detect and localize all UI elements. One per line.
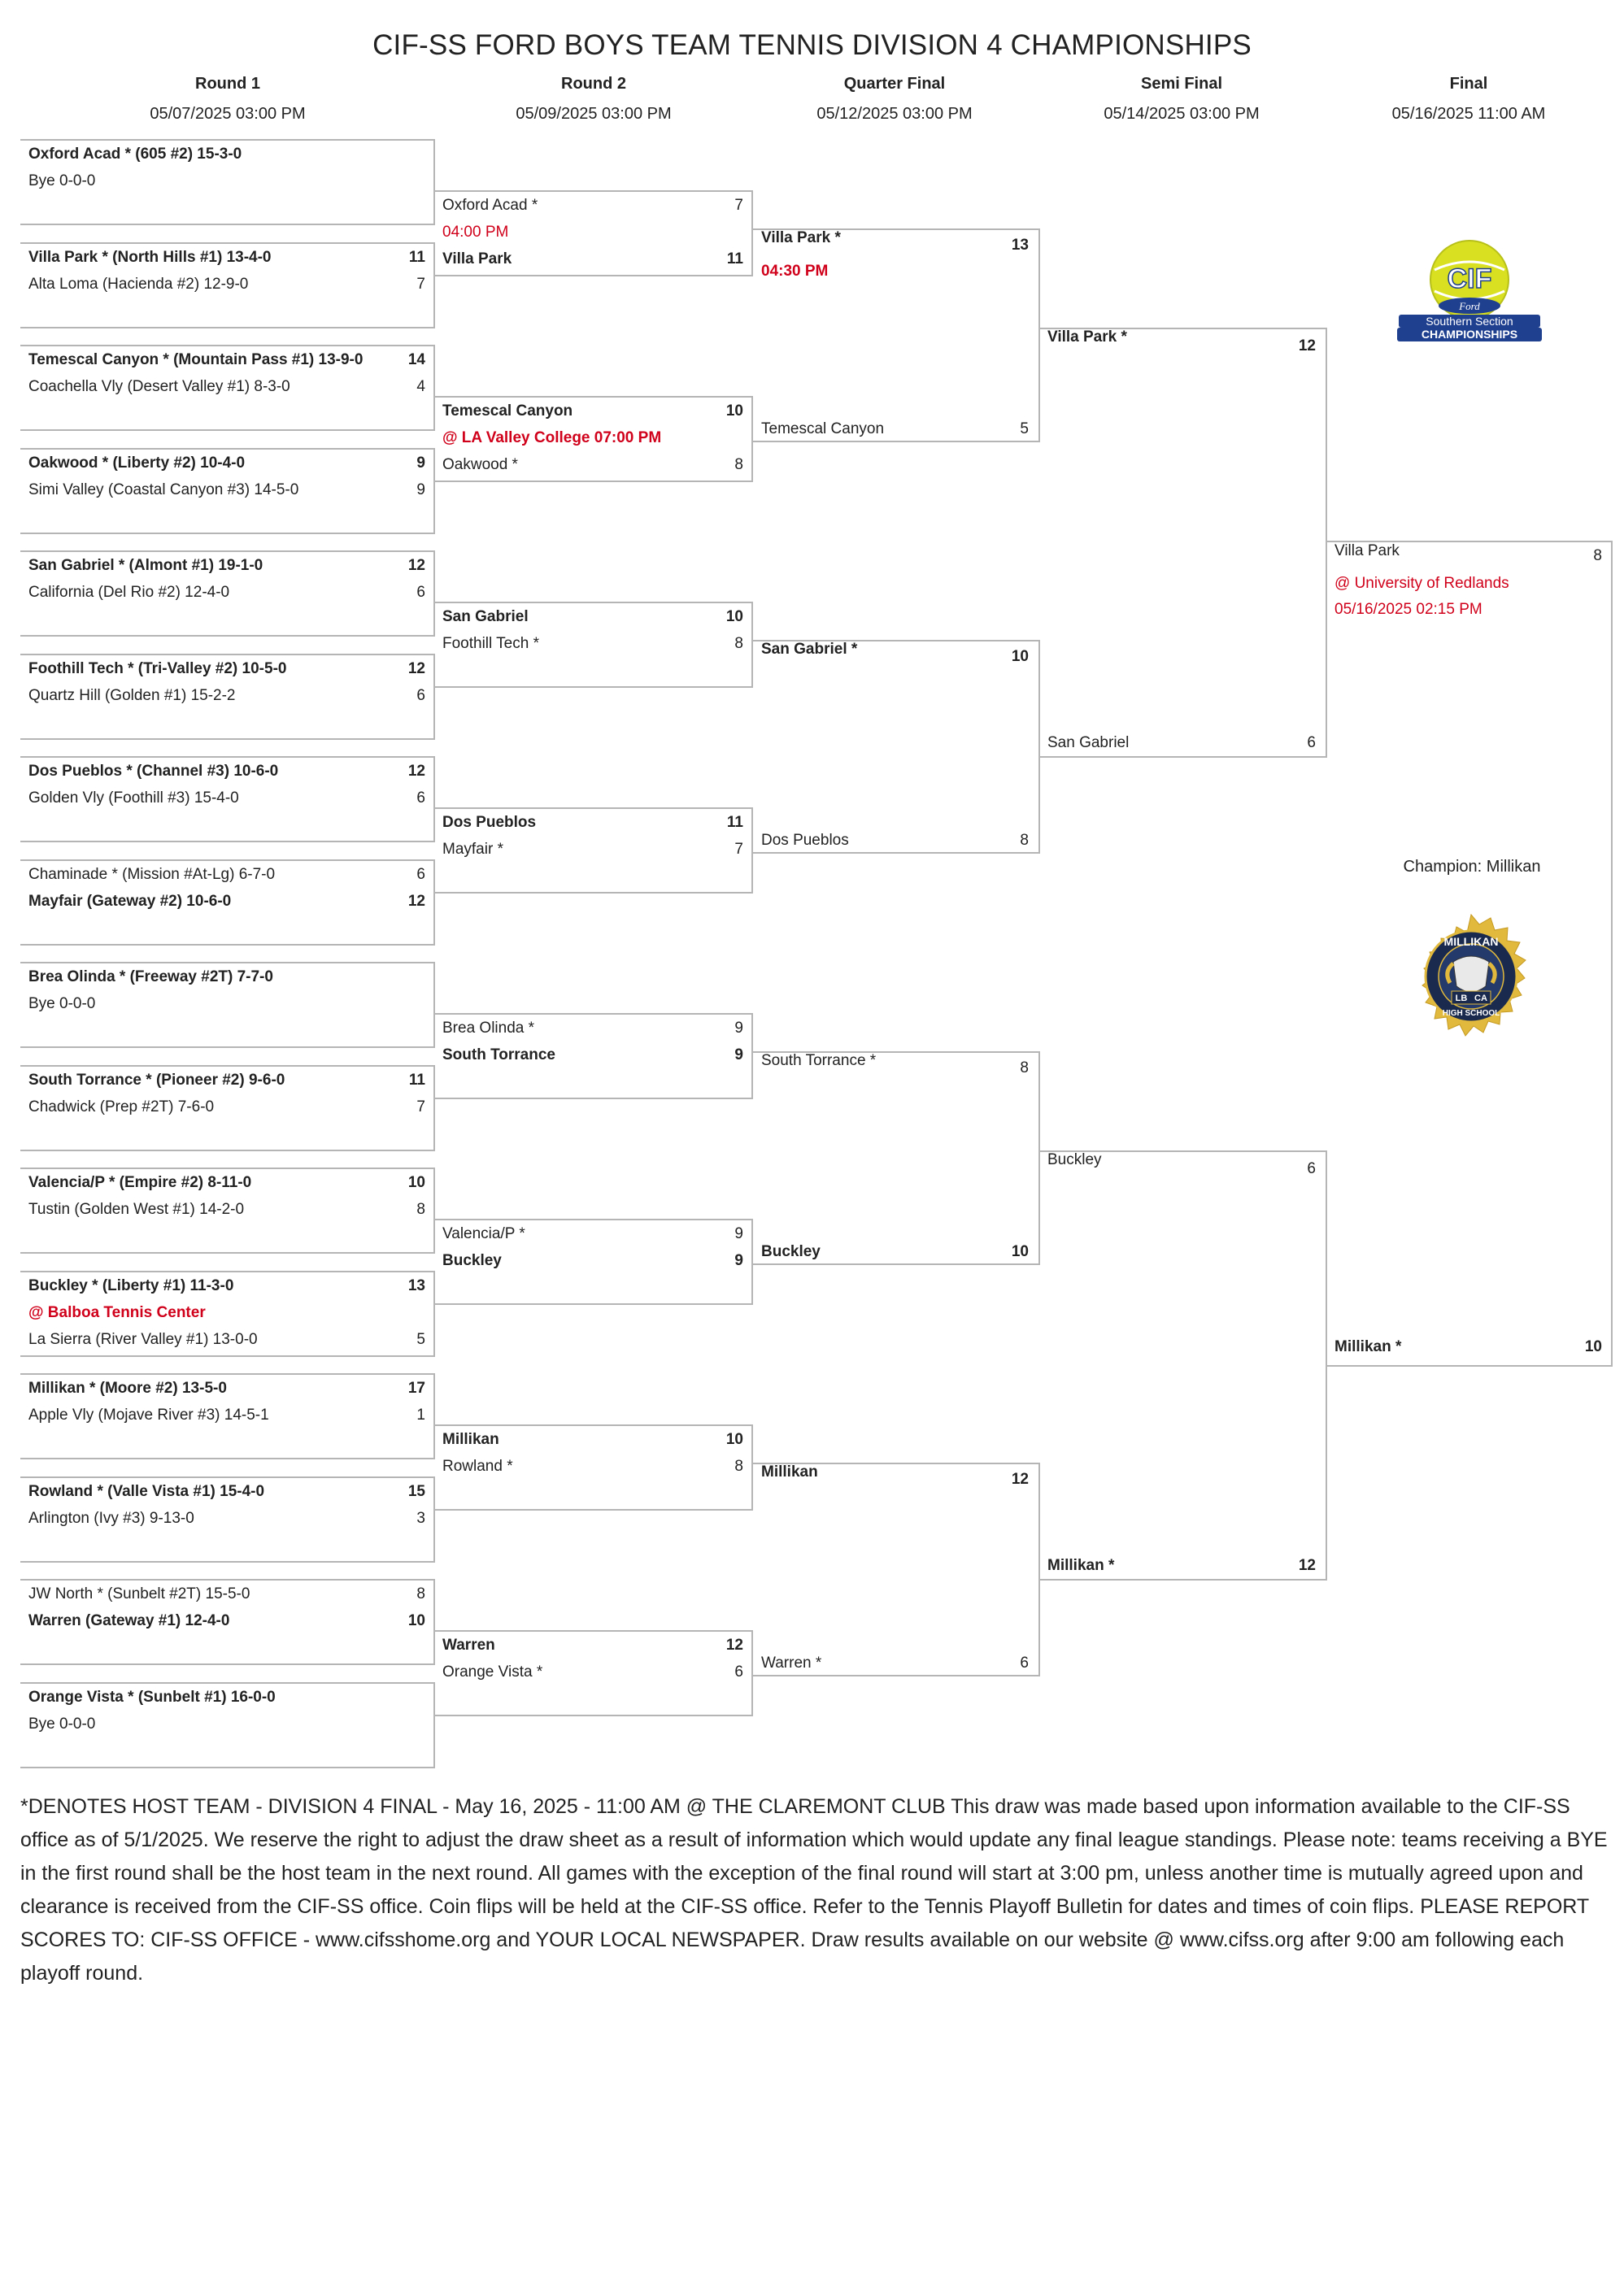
team-score: 4 bbox=[416, 378, 425, 395]
team-name: Dos Pueblos * (Channel #3) 10-6-0 bbox=[28, 763, 279, 780]
team-score: 12 bbox=[407, 763, 425, 780]
team-name: Orange Vista * bbox=[442, 1663, 543, 1681]
team-name: Quartz Hill (Golden #1) 15-2-2 bbox=[28, 687, 236, 704]
team-score: 9 bbox=[734, 1020, 743, 1037]
millikan-logo bbox=[1403, 913, 1539, 1050]
team-score: 6 bbox=[416, 584, 425, 601]
round-name: Round 1 bbox=[195, 75, 260, 93]
team-score: 11 bbox=[726, 250, 743, 267]
team-name: Orange Vista * (Sunbelt #1) 16-0-0 bbox=[28, 1689, 276, 1706]
millikan-logo-hs: HIGH SCHOOL bbox=[1442, 1009, 1500, 1018]
round-name: Quarter Final bbox=[843, 75, 946, 93]
team-score: 11 bbox=[408, 1072, 425, 1089]
team-name: Valencia/P * bbox=[442, 1225, 525, 1242]
team-name: Buckley * (Liberty #1) 11-3-0 bbox=[28, 1277, 234, 1294]
team-name: Warren (Gateway #1) 12-4-0 bbox=[28, 1612, 230, 1629]
team-score: 9 bbox=[734, 1252, 743, 1269]
team-name: Simi Valley (Coastal Canyon #3) 14-5-0 bbox=[28, 481, 299, 498]
team-score: 3 bbox=[416, 1510, 425, 1527]
team-name: Temescal Canyon * (Mountain Pass #1) 13-9-0 bbox=[28, 351, 364, 368]
team-score: 9 bbox=[734, 1225, 743, 1242]
team-name: South Torrance * bbox=[761, 1052, 877, 1069]
team-score: 10 bbox=[725, 608, 743, 625]
team-score: 7 bbox=[416, 1098, 425, 1115]
team-score: 10 bbox=[1011, 1243, 1029, 1260]
matchup-box bbox=[751, 1463, 1040, 1676]
team-score: 11 bbox=[726, 814, 743, 831]
team-score: 8 bbox=[734, 1458, 743, 1475]
team-name: Mayfair * bbox=[442, 841, 503, 858]
match-note: @ LA Valley College 07:00 PM bbox=[442, 429, 662, 446]
team-score: 8 bbox=[1020, 1059, 1029, 1076]
team-name: Warren bbox=[442, 1637, 495, 1654]
team-name: Temescal Canyon bbox=[761, 420, 885, 437]
team-score: 8 bbox=[734, 456, 743, 473]
team-name: Villa Park bbox=[442, 250, 512, 267]
team-name: Oxford Acad * (605 #2) 15-3-0 bbox=[28, 146, 242, 163]
team-score: 8 bbox=[416, 1585, 425, 1602]
team-name: Oakwood * bbox=[442, 456, 518, 473]
matchup-box bbox=[751, 1051, 1040, 1265]
team-name: Bye 0-0-0 bbox=[28, 172, 96, 189]
ford-logo-line3: CHAMPIONSHIPS bbox=[1421, 328, 1518, 341]
team-score: 10 bbox=[1584, 1338, 1602, 1355]
matchup-box bbox=[751, 640, 1040, 854]
team-name: Warren * bbox=[761, 1655, 822, 1672]
millikan-logo-name: MILLIKAN bbox=[1443, 935, 1499, 948]
team-score: 12 bbox=[407, 893, 425, 910]
match-note: 05/16/2025 02:15 PM bbox=[1334, 601, 1482, 618]
team-name: Temescal Canyon bbox=[442, 402, 573, 420]
team-name: Buckley bbox=[761, 1243, 821, 1260]
team-score: 12 bbox=[1298, 337, 1316, 354]
team-score: 8 bbox=[416, 1201, 425, 1218]
team-name: Apple Vly (Mojave River #3) 14-5-1 bbox=[28, 1407, 269, 1424]
team-score: 11 bbox=[408, 249, 425, 266]
team-score: 12 bbox=[1298, 1557, 1316, 1574]
team-score: 7 bbox=[734, 841, 743, 858]
team-name: Oakwood * (Liberty #2) 10-4-0 bbox=[28, 454, 246, 472]
svg-text:CIF: CIF bbox=[1447, 263, 1492, 294]
team-name: Millikan * bbox=[1334, 1338, 1402, 1355]
team-score: 7 bbox=[416, 276, 425, 293]
round-header bbox=[98, 75, 358, 124]
team-score: 10 bbox=[407, 1174, 425, 1191]
team-score: 6 bbox=[734, 1663, 743, 1681]
champion-label: Champion: Millikan bbox=[1403, 858, 1541, 876]
team-name: JW North * (Sunbelt #2T) 15-5-0 bbox=[28, 1585, 250, 1602]
round-date: 05/16/2025 11:00 AM bbox=[1391, 105, 1546, 123]
team-name: Foothill Tech * (Tri-Valley #2) 10-5-0 bbox=[28, 660, 287, 677]
team-name: Alta Loma (Hacienda #2) 12-9-0 bbox=[28, 276, 249, 293]
match-note: @ Balboa Tennis Center bbox=[28, 1304, 206, 1321]
ford-championships-logo bbox=[1392, 237, 1547, 343]
team-name: Millikan * (Moore #2) 13-5-0 bbox=[28, 1380, 227, 1397]
matchup-box bbox=[1038, 1150, 1327, 1581]
team-name: South Torrance bbox=[442, 1046, 555, 1063]
team-name: Arlington (Ivy #3) 9-13-0 bbox=[28, 1510, 194, 1527]
ford-word: Ford bbox=[1459, 300, 1480, 312]
team-score: 10 bbox=[1011, 648, 1029, 665]
team-name: Rowland * (Valle Vista #1) 15-4-0 bbox=[28, 1483, 265, 1500]
team-name: Golden Vly (Foothill #3) 15-4-0 bbox=[28, 789, 239, 807]
match-note: 04:00 PM bbox=[442, 224, 509, 241]
team-name: Rowland * bbox=[442, 1458, 513, 1475]
round-header bbox=[464, 75, 724, 124]
team-name: Bye 0-0-0 bbox=[28, 1715, 96, 1733]
team-name: San Gabriel bbox=[442, 608, 529, 625]
team-name: Coachella Vly (Desert Valley #1) 8-3-0 bbox=[28, 378, 290, 395]
team-name: Buckley bbox=[1047, 1151, 1102, 1168]
footer-notes: *DENOTES HOST TEAM - DIVISION 4 FINAL - May 16, 2025 - 11:00 AM @ THE CLAREMONT CLUB This draw was made based upon information available to the CIF-SS office as of 5/1/2025. We reserve the right to adjust the draw sheet as a result of information which would update any final league standings. Please note: teams receiving a BYE in the first round shall be the host team in the next round. All games with the exception of the final round will start at 3:00 pm, unless another time is mutually agreed upon and clearance is received from the CIF-SS office. Coin flips will be held at the CIF-SS office. Refer to the Tennis Playoff Bulletin for dates and times of coin flips. PLEASE REPORT SCORES TO: CIF-SS OFFICE - www.cifsshome.org and YOUR LOCAL NEWSPAPER. Draw results available on our website @ www.cifss.org after 9:00 am following each playoff round. bbox=[20, 1795, 1608, 1985]
team-score: 9 bbox=[734, 1046, 743, 1063]
match-note: 04:30 PM bbox=[761, 263, 829, 280]
team-score: 13 bbox=[1011, 237, 1029, 254]
team-name: Millikan * bbox=[1047, 1557, 1115, 1574]
team-name: Buckley bbox=[442, 1252, 502, 1269]
team-score: 8 bbox=[734, 635, 743, 652]
millikan-logo-ca: CA bbox=[1474, 994, 1487, 1003]
round-name: Round 2 bbox=[561, 75, 626, 93]
team-score: 7 bbox=[734, 197, 743, 214]
team-name: San Gabriel bbox=[1047, 734, 1130, 751]
team-name: Brea Olinda * (Freeway #2T) 7-7-0 bbox=[28, 968, 273, 985]
team-name: Bye 0-0-0 bbox=[28, 995, 96, 1012]
team-score: 12 bbox=[407, 557, 425, 574]
team-score: 6 bbox=[416, 687, 425, 704]
round-name: Semi Final bbox=[1140, 75, 1223, 93]
team-score: 1 bbox=[416, 1407, 425, 1424]
team-score: 5 bbox=[416, 1331, 425, 1348]
team-name: Tustin (Golden West #1) 14-2-0 bbox=[28, 1201, 245, 1218]
team-score: 6 bbox=[1307, 1160, 1316, 1177]
team-score: 9 bbox=[416, 481, 425, 498]
round-date: 05/12/2025 03:00 PM bbox=[816, 105, 973, 123]
team-score: 12 bbox=[725, 1637, 743, 1654]
team-score: 10 bbox=[725, 1431, 743, 1448]
matchup-box bbox=[751, 228, 1040, 442]
round-header bbox=[1051, 75, 1312, 124]
team-name: Villa Park * bbox=[761, 229, 841, 246]
round-date: 05/14/2025 03:00 PM bbox=[1104, 105, 1260, 123]
match-note: @ University of Redlands bbox=[1334, 575, 1509, 592]
team-name: Mayfair (Gateway #2) 10-6-0 bbox=[28, 893, 232, 910]
team-score: 6 bbox=[1307, 734, 1316, 751]
team-score: 14 bbox=[407, 351, 425, 368]
team-name: Foothill Tech * bbox=[442, 635, 539, 652]
team-name: Millikan bbox=[442, 1431, 499, 1448]
team-name: California (Del Rio #2) 12-4-0 bbox=[28, 584, 230, 601]
team-name: Brea Olinda * bbox=[442, 1020, 535, 1037]
team-score: 8 bbox=[1020, 832, 1029, 849]
round-date: 05/09/2025 03:00 PM bbox=[516, 105, 672, 123]
team-name: Villa Park * bbox=[1047, 328, 1127, 346]
team-name: Valencia/P * (Empire #2) 8-11-0 bbox=[28, 1174, 252, 1191]
page-title: CIF-SS FORD BOYS TEAM TENNIS DIVISION 4 CHAMPIONSHIPS bbox=[372, 29, 1252, 61]
team-score: 9 bbox=[416, 454, 425, 472]
team-score: 5 bbox=[1020, 420, 1029, 437]
millikan-logo-lb: LB bbox=[1455, 994, 1468, 1003]
team-score: 6 bbox=[416, 789, 425, 807]
team-score: 17 bbox=[407, 1380, 425, 1397]
team-name: Oxford Acad * bbox=[442, 197, 538, 214]
team-score: 8 bbox=[1593, 547, 1602, 564]
team-score: 13 bbox=[407, 1277, 425, 1294]
team-name: La Sierra (River Valley #1) 13-0-0 bbox=[28, 1331, 258, 1348]
team-score: 6 bbox=[416, 866, 425, 883]
team-name: Villa Park bbox=[1334, 542, 1400, 559]
matchup-box bbox=[1038, 328, 1327, 758]
team-score: 10 bbox=[407, 1612, 425, 1629]
round-date: 05/07/2025 03:00 PM bbox=[150, 105, 306, 123]
team-name: Millikan bbox=[761, 1463, 818, 1481]
team-name: San Gabriel * (Almont #1) 19-1-0 bbox=[28, 557, 263, 574]
ford-logo-line2: Southern Section bbox=[1426, 315, 1513, 328]
team-name: Villa Park * (North Hills #1) 13-4-0 bbox=[28, 249, 272, 266]
round-header bbox=[764, 75, 1025, 124]
team-score: 6 bbox=[1020, 1655, 1029, 1672]
team-name: South Torrance * (Pioneer #2) 9-6-0 bbox=[28, 1072, 285, 1089]
team-name: San Gabriel * bbox=[761, 641, 858, 658]
team-score: 10 bbox=[725, 402, 743, 420]
team-score: 12 bbox=[1011, 1471, 1029, 1488]
team-name: Chaminade * (Mission #At-Lg) 6-7-0 bbox=[28, 866, 276, 883]
team-name: Chadwick (Prep #2T) 7-6-0 bbox=[28, 1098, 215, 1115]
round-header bbox=[1339, 75, 1599, 124]
team-name: Dos Pueblos bbox=[442, 814, 537, 831]
team-name: Dos Pueblos bbox=[761, 832, 849, 849]
round-name: Final bbox=[1449, 75, 1488, 93]
team-score: 15 bbox=[407, 1483, 425, 1500]
team-score: 12 bbox=[407, 660, 425, 677]
